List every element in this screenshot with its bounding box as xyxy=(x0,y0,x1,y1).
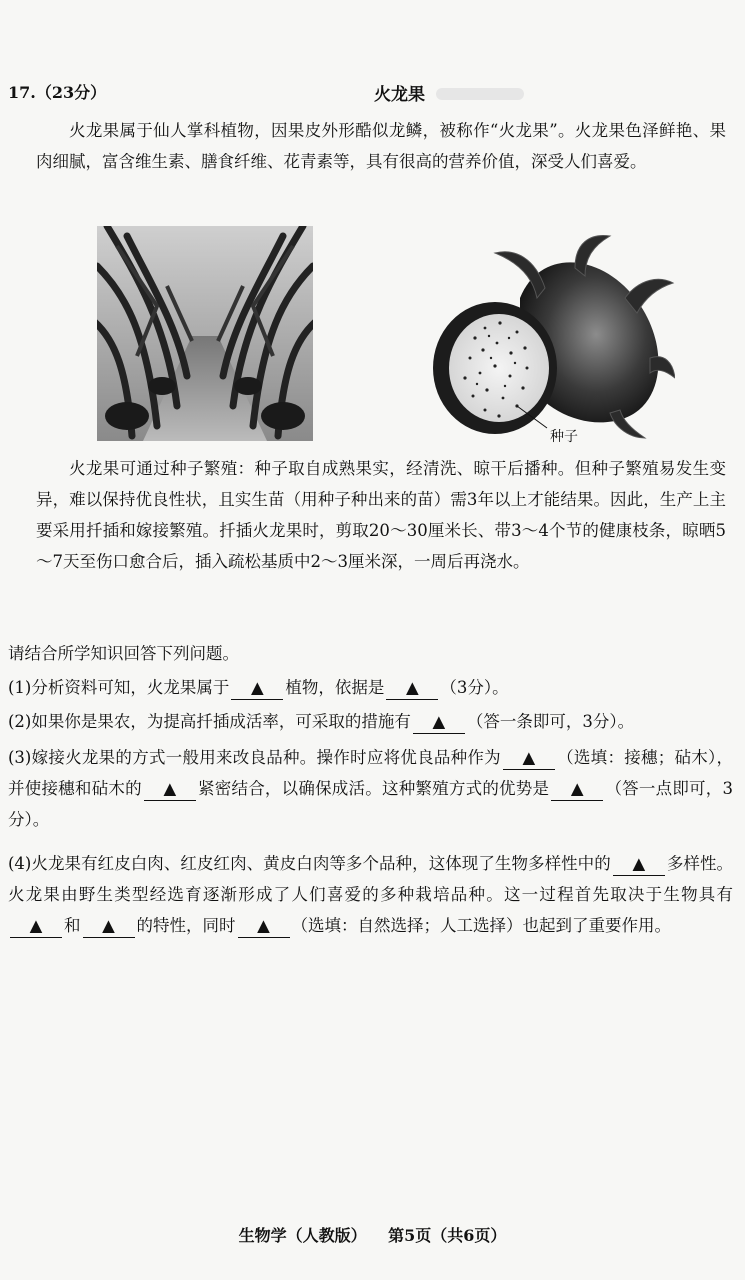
answer-blank[interactable]: ▲ xyxy=(413,711,465,734)
page-footer xyxy=(0,1223,745,1246)
question-3 xyxy=(8,742,733,835)
q3-text-b: （选填：接穗；砧木），并使接穗和砧木的 xyxy=(8,748,734,798)
plantation-photo xyxy=(97,226,313,441)
answer-blank[interactable]: ▲ xyxy=(238,915,290,938)
answer-blank[interactable]: ▲ xyxy=(613,853,665,876)
q4-text-b: 多样性。火龙果由野生类型经选育逐渐形成了人们喜爱的多种栽培品种。这一过程首先取决于生物具有 xyxy=(8,854,734,904)
answer-blank[interactable]: ▲ xyxy=(503,747,555,770)
q3-text-d: （答一点即可，3分）。 xyxy=(8,779,734,829)
question-2 xyxy=(8,706,733,737)
answer-blank[interactable]: ▲ xyxy=(231,677,283,700)
answer-blank[interactable]: ▲ xyxy=(551,778,603,801)
q4-text-a: (4)火龙果有红皮白肉、红皮红肉、黄皮白肉等多个品种，这体现了生物多样性中的 xyxy=(8,854,611,873)
q2-text-b: （答一条即可，3分）。 xyxy=(466,712,635,731)
q1-text-c: （3分）。 xyxy=(440,678,509,697)
q1-text-b: 植物，依据是 xyxy=(285,678,385,697)
q2-text-a: (2)如果你是果农，为提高扦插成活率，可采取的措施有 xyxy=(8,712,411,731)
answer-blank[interactable]: ▲ xyxy=(144,778,196,801)
dragon-fruit-illustration xyxy=(425,228,675,448)
answer-blank[interactable]: ▲ xyxy=(10,915,62,938)
footer-page-number: 第5页（共6页） xyxy=(388,1226,507,1245)
q4-text-e: （选填：自然选择；人工选择）也起到了重要作用。 xyxy=(291,916,671,935)
question-number: 17.（23分） xyxy=(8,83,107,102)
q4-text-c: 和 xyxy=(64,916,81,935)
q1-text-a: (1)分析资料可知，火龙果属于 xyxy=(8,678,230,697)
blurred-mark xyxy=(436,88,524,100)
intro-paragraph-1: 火龙果属于仙人掌科植物，因果皮外形酷似龙鳞，被称作“火龙果”。火龙果色泽鲜艳、果肉细腻，富含维生素、膳食纤维、花青素等，具有很高的营养价值，深受人们喜爱。 xyxy=(36,121,726,171)
footer-subject: 生物学（人教版） xyxy=(238,1226,367,1245)
q3-text-c: 紧密结合，以确保成活。这种繁殖方式的优势是 xyxy=(197,779,550,798)
question-4 xyxy=(8,848,733,941)
question-1 xyxy=(8,672,733,703)
q4-text-d: 的特性，同时 xyxy=(136,916,236,935)
answer-blank[interactable]: ▲ xyxy=(83,915,135,938)
q3-text-a: (3)嫁接火龙果的方式一般用来改良品种。操作时应将优良品种作为 xyxy=(8,748,501,767)
question-title: 火龙果 xyxy=(374,85,425,105)
answer-blank[interactable]: ▲ xyxy=(386,677,438,700)
seed-label: 种子 xyxy=(550,429,578,445)
question-prompt: 请结合所学知识回答下列问题。 xyxy=(8,644,239,663)
question-header xyxy=(8,80,725,106)
intro-paragraph-2: 火龙果可通过种子繁殖：种子取自成熟果实，经清洗、晾干后播种。但种子繁殖易发生变异，难以保持优良性状，且实生苗（用种子种出来的苗）需3年以上才能结果。因此，生产上主要采用扦插和嫁接繁殖。扦插火龙果时，剪取20～30厘米长、带3～4个节的健康枝条，晾晒5～7天至伤口愈合后，插入疏松基质中2～3厘米深，一周后再浇水。 xyxy=(36,459,726,571)
